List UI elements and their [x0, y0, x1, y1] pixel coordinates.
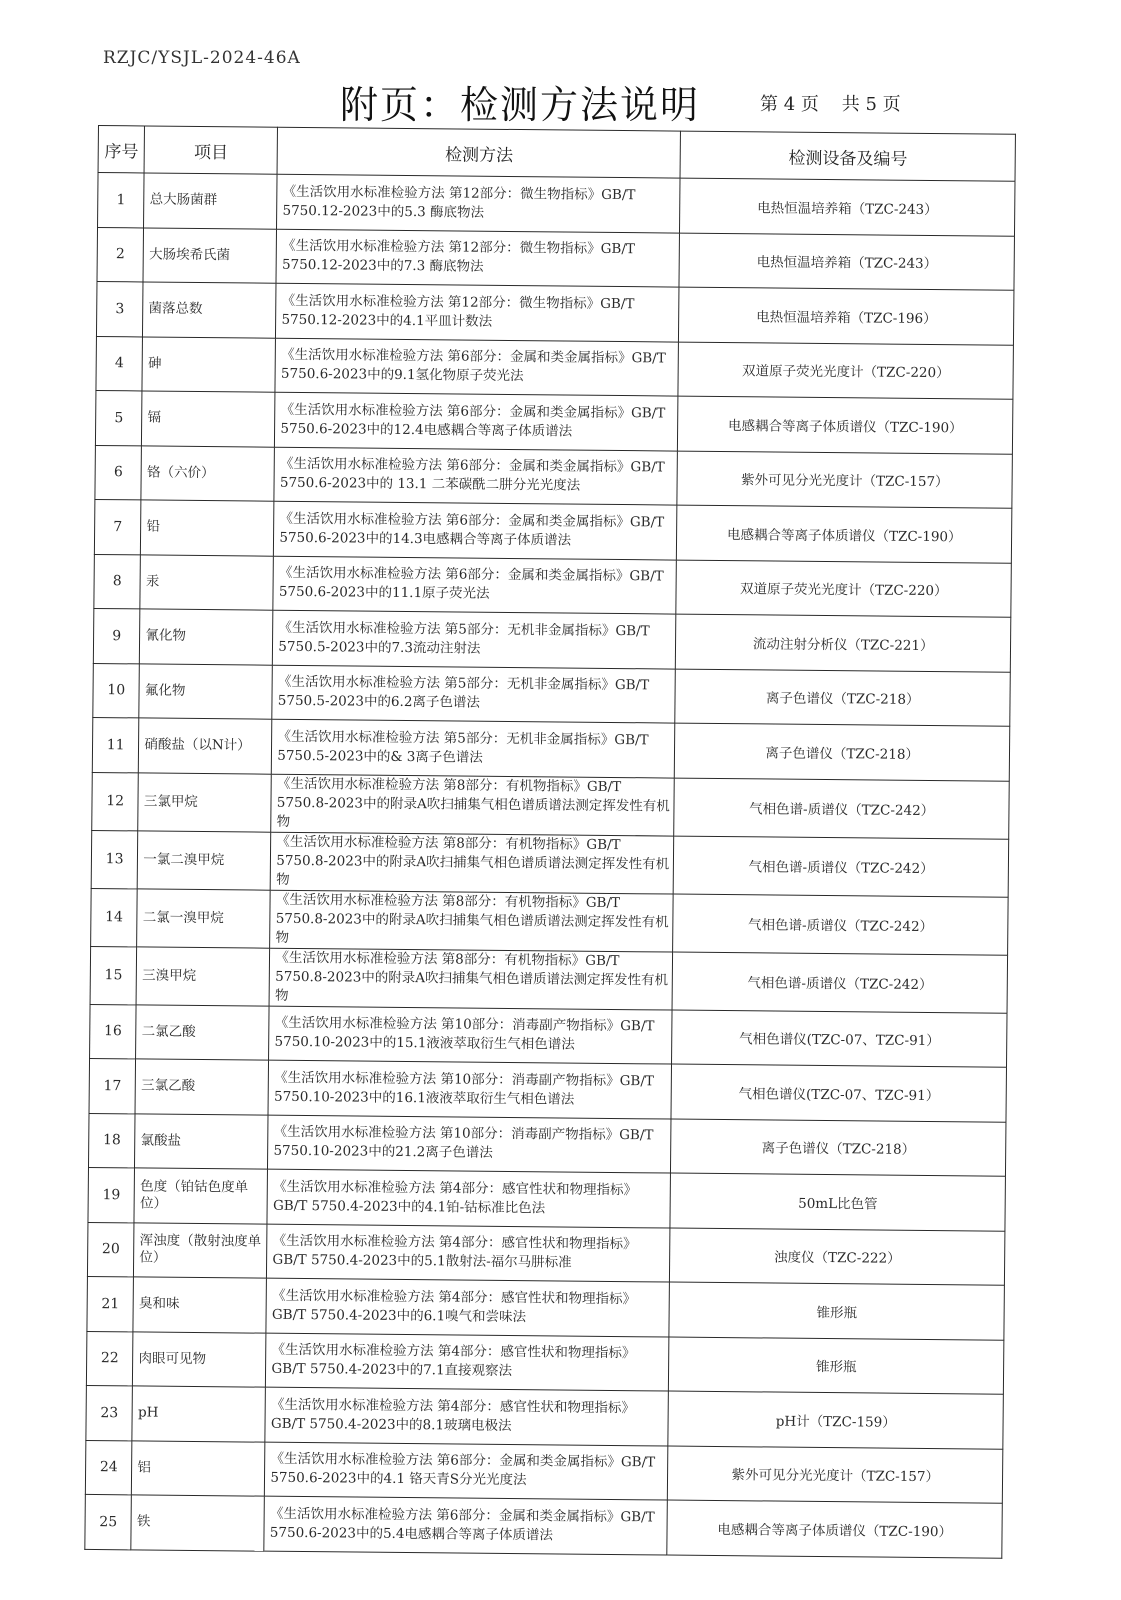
- cell-item: 二氯一溴甲烷: [137, 888, 271, 947]
- cell-equipment: 紫外可见分光光度计（TZC-157）: [668, 1446, 1003, 1504]
- cell-no: 25: [85, 1494, 132, 1549]
- cell-method: 《生活饮用水标准检验方法 第6部分：金属和类金属指标》GB/T 5750.6-2023中的14.3电感耦合等离子体质谱法: [274, 501, 678, 559]
- cell-no: 11: [92, 717, 139, 772]
- cell-equipment: 双道原子荧光光度计（TZC-220）: [676, 560, 1011, 618]
- cell-item: 砷: [142, 336, 276, 392]
- cell-equipment: 浊度仪（TZC-222）: [670, 1228, 1005, 1286]
- cell-item: 二氯乙酸: [136, 1004, 270, 1060]
- table-row: [90, 946, 1008, 1013]
- cell-no: 15: [90, 946, 137, 1004]
- cell-method: 《生活饮用水标准检验方法 第4部分：感官性状和物理指标》GB/T 5750.4-2023中的8.1玻璃电极法: [265, 1387, 669, 1445]
- cell-no: 12: [92, 772, 139, 830]
- cell-item: 汞: [140, 554, 274, 610]
- cell-no: 1: [98, 173, 145, 228]
- cell-no: 20: [87, 1222, 134, 1277]
- cell-method: 《生活饮用水标准检验方法 第5部分：无机非金属指标》GB/T 5750.5-2023中的& 3离子色谱法: [272, 719, 676, 777]
- table-row: [90, 1004, 1007, 1067]
- cell-equipment: 离子色谱仪（TZC-218）: [675, 723, 1010, 781]
- cell-no: 21: [87, 1276, 134, 1331]
- table-row: [92, 772, 1010, 839]
- cell-item: 总大肠菌群: [144, 173, 278, 229]
- cell-no: 7: [94, 499, 141, 554]
- cell-item: 色度（铂钴色度单位）: [134, 1168, 268, 1224]
- cell-no: 13: [91, 830, 138, 888]
- cell-no: 3: [96, 281, 143, 336]
- header-equipment: 检测设备及编号: [680, 131, 1015, 181]
- cell-method: 《生活饮用水标准检验方法 第4部分：感官性状和物理指标》GB/T 5750.4-2023中的7.1直接观察法: [266, 1333, 670, 1391]
- methods-table: [84, 125, 1016, 1558]
- cell-equipment: 气相色谱-质谱仪（TZC-242）: [674, 778, 1009, 839]
- cell-no: 17: [89, 1058, 136, 1113]
- cell-method: 《生活饮用水标准检验方法 第6部分：金属和类金属指标》GB/T 5750.6-2023中的12.4电感耦合等离子体质谱法: [275, 392, 679, 450]
- cell-no: 8: [94, 554, 141, 609]
- cell-method: 《生活饮用水标准检验方法 第8部分：有机物指标》GB/T 5750.8-2023中的附录A吹扫捕集气相色谱质谱法测定挥发性有机物: [271, 832, 675, 894]
- table-row: [85, 1440, 1002, 1503]
- table-row: [91, 830, 1009, 897]
- cell-no: 19: [88, 1167, 135, 1222]
- cell-equipment: 气相色谱-质谱仪（TZC-242）: [673, 894, 1008, 955]
- cell-equipment: 气相色谱仪(TZC-07、TZC-91）: [671, 1064, 1006, 1122]
- cell-method: 《生活饮用水标准检验方法 第6部分：金属和类金属指标》GB/T 5750.6-2023中的4.1 铬天青S分光光度法: [265, 1442, 669, 1500]
- table-row: [95, 390, 1012, 453]
- table-body: [85, 173, 1015, 1558]
- cell-equipment: 50mL比色管: [670, 1173, 1005, 1231]
- cell-method: 《生活饮用水标准检验方法 第6部分：金属和类金属指标》GB/T 5750.6-2023中的11.1原子荧光法: [273, 556, 677, 614]
- cell-equipment: 锥形瓶: [669, 1282, 1004, 1340]
- page-title: 附页：检测方法说明: [340, 83, 701, 127]
- cell-equipment: 气相色谱-质谱仪（TZC-242）: [672, 952, 1007, 1013]
- table-row: [94, 554, 1011, 617]
- cell-equipment: 流动注射分析仪（TZC-221）: [676, 614, 1011, 672]
- cell-item: 硝酸盐（以N计）: [139, 718, 273, 774]
- table-row: [98, 173, 1015, 236]
- cell-item: 三氯乙酸: [135, 1059, 269, 1115]
- cell-method: 《生活饮用水标准检验方法 第5部分：无机非金属指标》GB/T 5750.5-2023中的7.3流动注射法: [273, 610, 677, 668]
- table-row: [86, 1331, 1003, 1394]
- cell-item: 铅: [141, 500, 275, 556]
- cell-method: 《生活饮用水标准检验方法 第8部分：有机物指标》GB/T 5750.8-2023中的附录A吹扫捕集气相色谱质谱法测定挥发性有机物: [271, 774, 675, 836]
- cell-equipment: 气相色谱仪(TZC-07、TZC-91）: [672, 1010, 1007, 1068]
- cell-equipment: 双道原子荧光光度计（TZC-220）: [678, 342, 1013, 400]
- cell-method: 《生活饮用水标准检验方法 第4部分：感官性状和物理指标》GB/T 5750.4-2023中的4.1铂-钴标准比色法: [267, 1169, 671, 1227]
- page-number: 第 4 页 共 5 页: [760, 94, 901, 115]
- cell-item: 臭和味: [133, 1277, 267, 1333]
- cell-item: 三氯甲烷: [138, 772, 272, 831]
- cell-item: 铝: [132, 1440, 266, 1496]
- table-row: [85, 1494, 1002, 1557]
- cell-equipment: 电热恒温培养箱（TZC-243）: [680, 178, 1015, 236]
- table-row: [87, 1222, 1004, 1285]
- cell-no: 14: [91, 888, 138, 946]
- cell-no: 18: [88, 1113, 135, 1168]
- cell-no: 10: [93, 663, 140, 718]
- table-row: [96, 336, 1013, 399]
- cell-equipment: 电热恒温培养箱（TZC-196）: [679, 287, 1014, 345]
- header-no: 序号: [98, 126, 145, 173]
- table-row: [97, 227, 1014, 290]
- table-row: [87, 1276, 1004, 1339]
- cell-method: 《生活饮用水标准检验方法 第6部分：金属和类金属指标》GB/T 5750.6-2023中的9.1氢化物原子荧光法: [275, 338, 679, 396]
- cell-equipment: 紫外可见分光光度计（TZC-157）: [677, 451, 1012, 509]
- cell-item: 肉眼可见物: [133, 1331, 267, 1387]
- table-row: [95, 445, 1012, 508]
- cell-no: 2: [97, 227, 144, 282]
- cell-item: 一氯二溴甲烷: [138, 830, 272, 889]
- cell-equipment: 离子色谱仪（TZC-218）: [675, 669, 1010, 727]
- cell-item: pH: [132, 1386, 266, 1442]
- cell-no: 9: [93, 608, 140, 663]
- cell-item: 铁: [131, 1495, 265, 1551]
- cell-equipment: pH计（TZC-159）: [668, 1391, 1003, 1449]
- cell-equipment: 电感耦合等离子体质谱仪（TZC-190）: [677, 505, 1012, 563]
- table-row: [94, 499, 1011, 562]
- cell-method: 《生活饮用水标准检验方法 第4部分：感官性状和物理指标》GB/T 5750.4-2023中的6.1嗅气和尝味法: [266, 1278, 670, 1336]
- header-item: 项目: [144, 126, 277, 174]
- table-row: [93, 608, 1010, 671]
- cell-no: 6: [95, 445, 142, 500]
- cell-no: 24: [85, 1440, 132, 1495]
- cell-no: 22: [86, 1331, 133, 1386]
- cell-method: 《生活饮用水标准检验方法 第6部分：金属和类金属指标》GB/T 5750.6-2023中的5.4电感耦合等离子体质谱法: [264, 1496, 668, 1554]
- cell-item: 菌落总数: [143, 282, 277, 338]
- cell-no: 16: [90, 1004, 137, 1059]
- table-row: [89, 1058, 1006, 1121]
- cell-no: 23: [86, 1385, 133, 1440]
- cell-method: 《生活饮用水标准检验方法 第6部分：金属和类金属指标》GB/T 5750.6-2023中的 13.1 二苯碳酰二肼分光光度法: [274, 447, 678, 505]
- cell-item: 氯酸盐: [135, 1113, 269, 1169]
- table-row: [96, 281, 1013, 344]
- cell-equipment: 离子色谱仪（TZC-218）: [671, 1119, 1006, 1177]
- cell-item: 氰化物: [140, 609, 274, 665]
- document-number: RZJC/YSJL-2024-46A: [103, 48, 301, 68]
- cell-item: 三溴甲烷: [136, 946, 270, 1005]
- cell-item: 氟化物: [139, 663, 273, 719]
- cell-no: 5: [95, 390, 142, 445]
- table-row: [92, 717, 1009, 780]
- header-method: 检测方法: [277, 127, 680, 178]
- table-row: [88, 1167, 1005, 1230]
- table-row: [86, 1385, 1003, 1448]
- cell-method: 《生活饮用水标准检验方法 第8部分：有机物指标》GB/T 5750.8-2023中的附录A吹扫捕集气相色谱质谱法测定挥发性有机物: [270, 890, 674, 952]
- cell-no: 4: [96, 336, 143, 391]
- cell-equipment: 电感耦合等离子体质谱仪（TZC-190）: [667, 1500, 1002, 1558]
- cell-item: 大肠埃希氏菌: [143, 227, 277, 283]
- cell-equipment: 电热恒温培养箱（TZC-243）: [679, 233, 1014, 291]
- cell-equipment: 锥形瓶: [669, 1337, 1004, 1395]
- cell-method: 《生活饮用水标准检验方法 第10部分：消毒副产物指标》GB/T 5750.10-2023中的16.1液液萃取衍生气相色谱法: [268, 1060, 672, 1118]
- cell-method: 《生活饮用水标准检验方法 第12部分：微生物指标》GB/T 5750.12-2023中的5.3 酶底物法: [277, 174, 681, 232]
- cell-method: 《生活饮用水标准检验方法 第4部分：感官性状和物理指标》GB/T 5750.4-2023中的5.1散射法-福尔马肼标准: [267, 1224, 671, 1282]
- table-row: [91, 888, 1009, 955]
- cell-method: 《生活饮用水标准检验方法 第5部分：无机非金属指标》GB/T 5750.5-2023中的6.2离子色谱法: [272, 665, 676, 723]
- cell-equipment: 电感耦合等离子体质谱仪（TZC-190）: [678, 396, 1013, 454]
- cell-equipment: 气相色谱-质谱仪（TZC-242）: [674, 836, 1009, 897]
- cell-item: 浑浊度（散射浊度单位）: [134, 1222, 268, 1278]
- table-row: [88, 1113, 1005, 1176]
- cell-method: 《生活饮用水标准检验方法 第12部分：微生物指标》GB/T 5750.12-2023中的7.3 酶底物法: [276, 229, 680, 287]
- cell-method: 《生活饮用水标准检验方法 第10部分：消毒副产物指标》GB/T 5750.10-2023中的15.1液液萃取衍生气相色谱法: [269, 1006, 673, 1064]
- cell-item: 镉: [142, 391, 276, 447]
- cell-method: 《生活饮用水标准检验方法 第8部分：有机物指标》GB/T 5750.8-2023中的附录A吹扫捕集气相色谱质谱法测定挥发性有机物: [269, 948, 673, 1010]
- cell-method: 《生活饮用水标准检验方法 第10部分：消毒副产物指标》GB/T 5750.10-2023中的21.2离子色谱法: [268, 1115, 672, 1173]
- cell-item: 铬（六价）: [141, 445, 275, 501]
- table-row: [93, 663, 1010, 726]
- cell-method: 《生活饮用水标准检验方法 第12部分：微生物指标》GB/T 5750.12-2023中的4.1平皿计数法: [276, 283, 680, 341]
